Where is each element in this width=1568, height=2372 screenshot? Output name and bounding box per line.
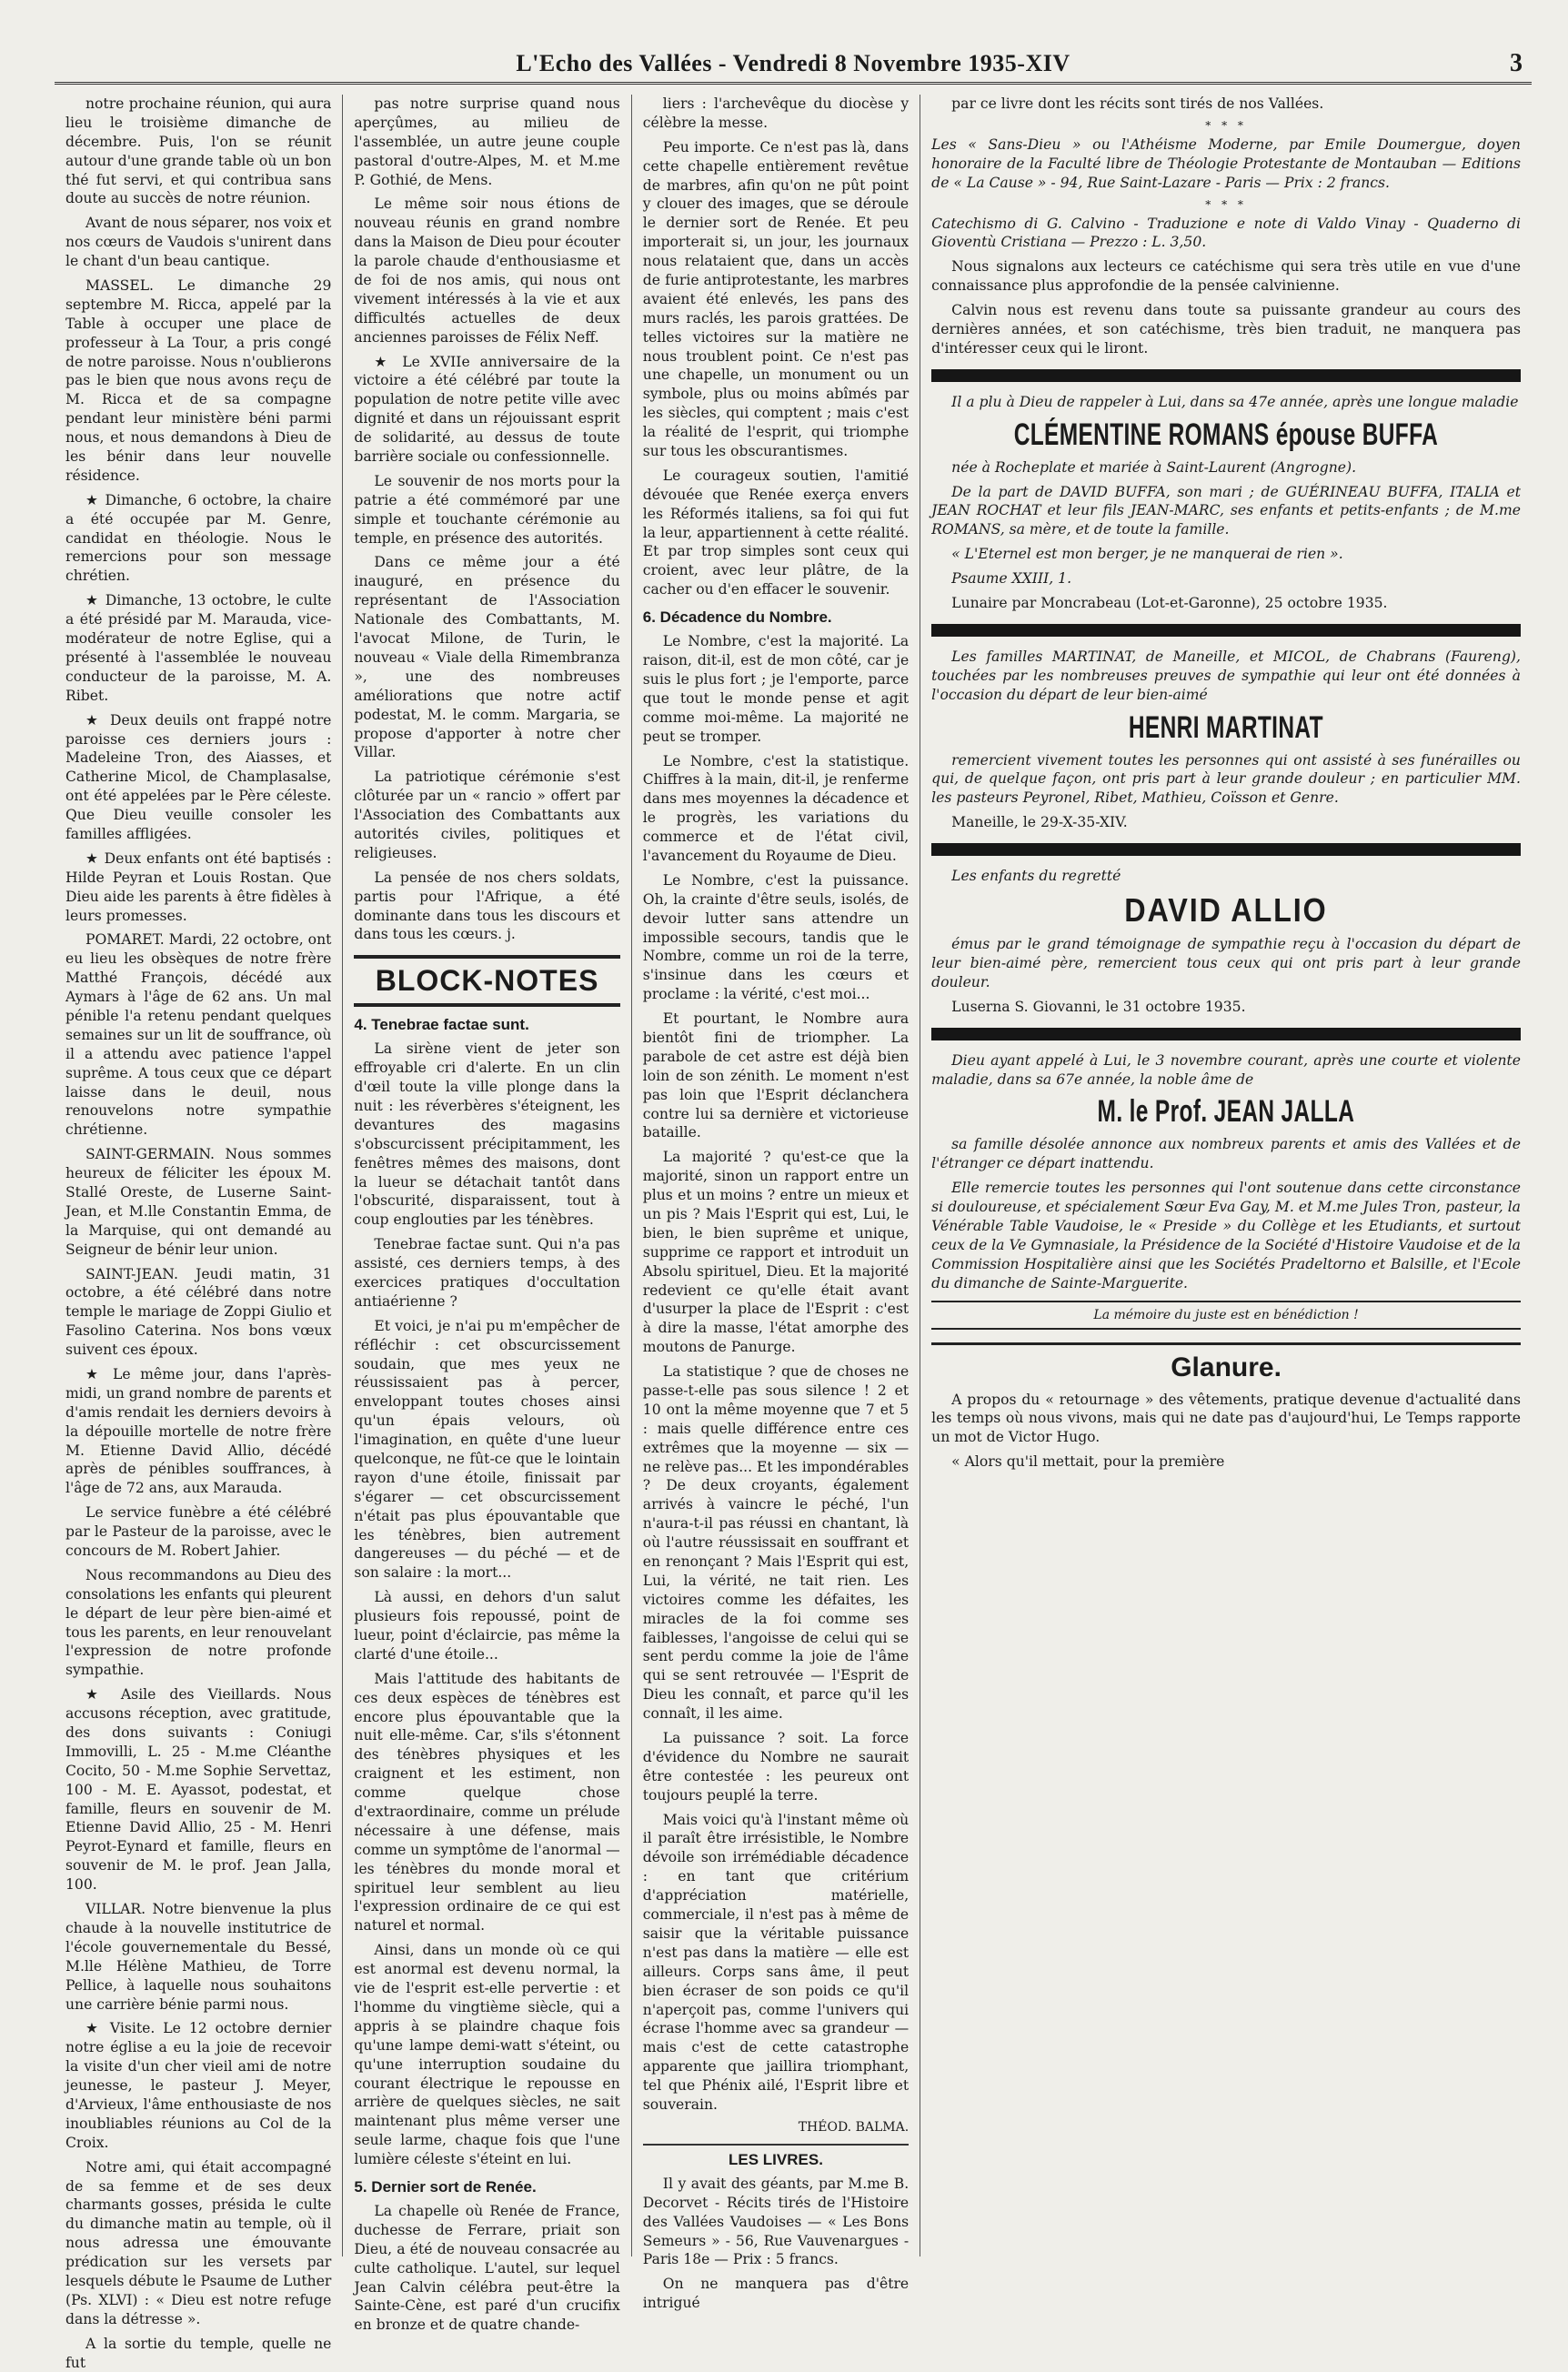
paragraph: Notre ami, qui était accompagné de sa femme et de ses deux charmants gosses, présida le culte du dimanche matin au temple, où il nous adressa une émouvante prédication sur les versets par lesquels débute le Psaume de Luther (Ps. XLVI) : « Dieu est notre refuge dans la détresse ».	[65, 2158, 332, 2327]
notice-text: De la part de DAVID BUFFA, son mari ; de GUÉRINEAU BUFFA, ITALIA et JEAN ROCHAT et leur fils JEAN-MARC, ses enfants et petits-enfants ; de M.me ROMANS, sa mère, et de toute la famille.	[931, 483, 1521, 538]
notice-text: remercient vivement toutes les personnes qui ont assisté à ses funérailles ou qui, de quelque façon, ont pris part à leur grande douleur ; en particulier MM. les pasteurs Peyronel, Ribet, Mathieu, Coïsson et Genre.	[931, 751, 1521, 807]
paragraph: A propos du « retournage » des vêtements, pratique devenue d'actualité dans les temps où nous vivons, mais qui ne date pas d'aujourd'hui, Le Temps rapporte un mot de Victor Hugo.	[931, 1391, 1521, 1446]
section-5-body	[354, 2202, 619, 2335]
notice-name: DAVID ALLIO	[1124, 891, 1328, 930]
paragraph: La puissance ? soit. La force d'évidence du Nombre ne saurait être contestée : les peureux ont toujours peuplé la terre.	[642, 1730, 910, 1804]
black-rule	[931, 369, 1521, 382]
paragraph: Le Nombre, c'est la statistique. Chiffres à la main, dit-il, je renferme dans mes moyennes la décadence et le progrès, les variations du commerce et de l'état civil, l'avancement du Royaume de Dieu.	[642, 752, 910, 864]
separator-stars: * * *	[1205, 197, 1247, 211]
notice-text: née à Rocheplate et mariée à Saint-Laurent (Angrogne).	[951, 458, 1357, 476]
block-notes-title: BLOCK-NOTES	[375, 964, 599, 998]
paragraph: liers : l'archevêque du diocèse y célèbre la messe.	[642, 95, 910, 131]
paragraph: ★ Le même jour, dans l'après-midi, un grand nombre de parents et d'amis rendait les derniers devoirs à la dépouille mortelle de notre frère M. Etienne David Allio, décédé après de pénibles souffrances, à l'âge de 72 ans, aux Marauda.	[65, 1366, 332, 1497]
book-entry: Les « Sans-Dieu » ou l'Athéisme Moderne, par Emile Doumergue, doyen honoraire de la Faculté libre de Théologie Protestante de Montauban — Editions de « La Cause » - 94, Rue Saint-Lazare - Paris — Prix : 2 francs.	[931, 136, 1521, 191]
paragraph: Il y avait des géants, par M.me B. Decorvet - Récits tirés de l'Histoire des Vallées Vaudoises — « Les Bons Semeurs » - 56, Rue Vauvenargues - Paris 18e — Prix : 5 francs.	[642, 2175, 910, 2268]
paragraph: La chapelle où Renée de France, duchesse de Ferrare, priait son Dieu, a été de nouveau consacrée au culte catholique. L'autel, sur lequel Jean Calvin célébra peut-être la Sainte-Cène, est paré d'un crucifix en bronze et de quatre chande-	[354, 2202, 620, 2334]
paragraph: ★ Dimanche, 13 octobre, le culte a été présidé par M. Marauda, vice-modérateur de notre Eglise, qui a présenté à l'assemblée le nouveau conducteur de la paroisse, M. A. Ribet.	[65, 592, 332, 704]
paragraph: Le souvenir de nos morts pour la patrie a été commémoré par une simple et touchante cérémonie au temple, en présence des autorités.	[354, 472, 620, 547]
column-1	[55, 95, 343, 2371]
paragraph: Le service funèbre a été célébré par le Pasteur de la paroisse, avec le concours de M. Robert Jahier.	[65, 1504, 332, 1560]
livres-title: LES LIVRES.	[643, 2144, 909, 2169]
notice-intro: Les familles MARTINAT, de Maneille, et MICOL, de Chabrans (Faureng), touchées par les nombreuses preuves de sympathie qui leur ont été données à l'occasion du départ de leur bien-aimé	[931, 648, 1521, 703]
paragraph: « Alors qu'il mettait, pour la première	[951, 1453, 1225, 1471]
column-3	[632, 95, 920, 2312]
paragraph: Le Nombre, c'est la puissance. Oh, la crainte d'être seuls, isolés, de devoir lutter sans attendre un impossible secours, tandis que le Nombre, comme un roi de la terre, s'insinue dans les cœurs et proclame : la vérité, c'est moi...	[642, 871, 910, 1003]
notice-intro: Dieu ayant appelé à Lui, le 3 novembre courant, après une courte et violente maladie, dans sa 67e année, la noble âme de	[931, 1051, 1521, 1088]
paragraph: La sirène vient de jeter son effroyable cri d'alerte. En un clin d'œil toute la ville plonge dans la nuit : les réverbères s'éteignent, les devantures des magasins s'obscurcissent précipitamment, les fenêtres mêmes des maisons, dont la lueur se détachait tantôt dans l'obscurité, disparaissent, tout à coup englouties par les ténèbres.	[354, 1040, 620, 1229]
columns	[55, 95, 1532, 2371]
paragraph: Et voici, je n'ai pu m'empêcher de réfléchir : cet obscurcissement soudain, que mes yeux ne réussissaient pas à percer, enveloppant toutes choses ainsi qu'un épais velours, où l'imagination, en quête d'une lueur quelconque, ne fût-ce que le lointain rayon d'une étoile, finissait par s'égarer — cet obscurcissement n'était pas plus épouvantable que les ténèbres, bien autrement dangereuses — du péché — et de son salaire : la mort...	[354, 1317, 620, 1582]
section-6-body	[643, 632, 909, 2115]
black-rule	[931, 1028, 1521, 1040]
paragraph: MASSEL. Le dimanche 29 septembre M. Ricca, appelé par la Table à occuper une place de professeur à La Tour, a pris congé de notre paroisse. Nous n'oublierons pas le bien que nous avons reçu de M. Ricca et de sa compagne pendant leur ministère béni parmi nous, et nous demandons à Dieu de les bénir dans leur nouvelle résidence.	[65, 277, 332, 484]
notice-text: sa famille désolée annonce aux nombreux parents et amis des Vallées et de l'étranger ce départ inattendu.	[931, 1136, 1521, 1172]
paragraph: Nous recommandons au Dieu des consolations les enfants qui pleurent le départ de leur père bien-aimé et tous les parents, en leur renouvelant l'expression de notre profonde sympathie.	[65, 1566, 332, 1679]
paragraph: Le Nombre, c'est la majorité. La raison, dit-il, est de mon côté, car je suis le plus fort ; je l'emporte, parce que tout le monde pense et agit comme moi-même. La majorité ne peut se tromper.	[642, 633, 910, 745]
block-notes-banner	[354, 955, 619, 1007]
paragraph: Le même soir nous étions de nouveau réunis en grand nombre dans la Maison de Dieu pour écouter la parole chaude d'enthousiasme et de foi de nos amis, qui nous ont vivement intéressés à la vie et aux difficultés actuelles de deux anciennes paroisses de Félix Neff.	[354, 196, 620, 346]
page-number: 3	[1510, 49, 1523, 77]
section-4-title: 4. Tenebrae factae sunt.	[354, 1016, 529, 1034]
paragraph: pas notre surprise quand nous aperçûmes, au milieu de l'assemblée, un autre jeune couple pastoral d'outre-Alpes, M. et M.me P. Gothié, de Mens.	[354, 95, 620, 188]
book-comment: Calvin nous est revenu dans toute sa puissante grandeur au cours des dernières années, et son catéchisme, très bien traduit, ne manquera pas d'intéresser ceux qui le liront.	[931, 302, 1521, 357]
paragraph: ★ Deux deuils ont frappé notre paroisse ces derniers jours : Madeleine Tron, des Aiasses, et Catherine Micol, de Champlasalse, ont été appelées par le Père céleste. Que Dieu veuille consoler les familles affligées.	[65, 711, 332, 842]
paragraph: ★ Visite. Le 12 octobre dernier notre église a eu la joie de recevoir la visite d'un cher vieil ami de notre jeunesse, le pasteur J. Meyer, d'Arvieux, l'âme enthousiaste de nos inoubliables réunions au Col de la Croix.	[65, 2020, 332, 2151]
notice-quote: « L'Eternel est mon berger, je ne manquerai de rien ».	[951, 546, 1343, 563]
page-header	[55, 45, 1532, 85]
notice-place-date: Lunaire par Moncrabeau (Lot-et-Garonne), 25 octobre 1935.	[951, 595, 1388, 612]
black-rule	[931, 624, 1521, 637]
paragraph: Avant de nous séparer, nos voix et nos cœurs de Vaudois s'unirent dans le chant d'un beau cantique.	[65, 215, 332, 270]
paragraph: Là aussi, en dehors d'un salut plusieurs fois repoussé, point de lueur, point d'éclaircie, pas même la clarté d'une étoile...	[354, 1589, 620, 1663]
notice-quote-source: Psaume XXIII, 1.	[951, 570, 1072, 588]
paragraph: La patriotique cérémonie s'est clôturée par un « rancio » offert par l'Association des Combattants aux autorités civiles, politiques et religieuses.	[354, 769, 620, 861]
paragraph: VILLAR. Notre bienvenue la plus chaude à la nouvelle institutrice de l'école gouvernementale du Bessé, M.lle Hélène Mathieu, de Torre Pellice, à laquelle nous souhaitons une carrière bénie parmi nous.	[65, 1901, 332, 2013]
paragraph: SAINT-GERMAIN. Nous sommes heureux de féliciter les époux M. Stallé Oreste, de Luserne Saint-Jean, et M.lle Constantin Emma, de la Marquise, qui ont demandé au Seigneur de bénir leur union.	[65, 1146, 332, 1258]
section-6-title: 6. Décadence du Nombre.	[642, 608, 832, 627]
notice-place-date: Luserna S. Giovanni, le 31 octobre 1935.	[951, 998, 1246, 1015]
paragraph: La majorité ? qu'est-ce que la majorité, sinon un rapport entre un plus et un moins ? entre un mieux et un pis ? Mais l'Esprit qui est, Lui, le bien, le bien suprême et unique, supprime ce rapport et introduit un Absolu spirituel, Dieu. Et la majorité redevient ce qu'elle était avant d'usurper la place de l'Esprit : c'est à dire la masse, l'état amorphe des moutons de Panurge.	[642, 1149, 910, 1356]
paragraph: ★ Le XVIIe anniversaire de la victoire a été célébré par toute la population de notre petite ville avec dignité et dans un réjouissant esprit de solidarité, au dessus de toute barrière sociale ou confessionnelle.	[354, 353, 620, 466]
book-entry: Catechismo di G. Calvino - Traduzione e note di Valdo Vinay - Quaderno di Gioventù Cristiana — Prezzo : L. 3,50.	[931, 215, 1521, 251]
column-2-top	[354, 95, 619, 944]
paragraph: Le courageux soutien, l'amitié dévouée que Renée exerça envers les Réformés italiens, sa foi qui fut la leur, appartiennent à cette réalité. Et par trop simples sont ceux qui croient, avec leur plâtre, de la cacher ou d'en effacer le souvenir.	[642, 467, 910, 598]
paragraph: ★ Asile des Vieillards. Nous accusons réception, avec gratitude, des dons suivants : Coniugi Immovilli, L. 25 - M.me Cléanthe Cocito, 50 - M.me Sophie Servettaz, 100 - M. E. Ayassot, podestat, et famille, fleurs en souvenir de M. Etienne David Allio, 25 - M. Henri Peyrot-Eynard et famille, fleurs en souvenir de M. le prof. Jean Jalla, 100.	[65, 1686, 332, 1894]
paragraph: Peu importe. Ce n'est pas là, dans cette chapelle entièrement revêtue de marbres, afin qu'on ne pût point y clouer des images, que se déroule le dernier sort de Renée. Et peu importerait si, un jour, les journaux nous relataient que, dans un accès de furie antiprotestante, les marbres avaient été enlevés, les pans des murs raclés, les parois grattées. De telles victoires sur la matière ne nous troublent point. Ce n'est pas une chapelle, un monument ou un symbole, plus ou moins abîmés par les siècles, qui comptent ; mais c'est la réalité de l'esprit, qui triomphe sur tous les obscurantismes.	[642, 138, 910, 460]
glanure-body	[931, 1391, 1521, 1472]
notice-name: HENRI MARTINAT	[1129, 709, 1324, 745]
paragraph: POMARET. Mardi, 22 octobre, ont eu lieu les obsèques de notre frère Matthé François, décédé aux Aymars à l'âge de 62 ans. Un mal pénible l'a retenu pendant quelques semaines sur un lit de souffrance, où il a attendu avec patience l'appel suprême. A tous ceux que ce départ laisse dans le deuil, nous renouvelons notre sympathie chrétienne.	[65, 931, 332, 1139]
paragraph: Ainsi, dans un monde où ce qui est anormal est devenu normal, la vie de l'esprit est-elle pervertie : et l'homme du vingtième siècle, qui a appris à se plaindre chaque fois qu'une lampe demi-watt s'éteint, ou qu'une interruption soudaine du courant électrique le repousse en arrière de quelques siècles, ne sait maintenant plus même verser une seule larme, chaque fois que l'une lumière céleste s'éteint en lui.	[354, 1942, 620, 2168]
paragraph: ★ Deux enfants ont été baptisés : Hilde Peyran et Louis Rostan. Que Dieu aide les parents à être fidèles à leurs promesses.	[65, 849, 332, 924]
section-5-title: 5. Dernier sort de Renée.	[354, 2177, 537, 2196]
notice-text: émus par le grand témoignage de sympathie reçu à l'occasion du départ de leur bien-aimé père, remercient tous ceux qui ont pris part à leur grande douleur.	[931, 936, 1521, 990]
notice-place-date: Maneille, le 29-X-35-XIV.	[951, 814, 1128, 831]
paragraph: La statistique ? que de choses ne passe-t-elle pas sous silence ! 2 et 10 ont la même moyenne que 7 et 5 : mais quelle différence entre ces extrêmes que la moyenne — six — ne relève pas... Et les impondérables ? De deux croyants, également arrivés à vaincre le péché, l'un n'aura-t-il pas réussi en chantant, là où l'autre réussissait en souffrant et en renonçant ? Mais l'Esprit qui est, Lui, la vérité, ne tait rien. Les victoires comme les défaites, les miracles de la foi comme ses faiblesses, l'angoisse de celui qui se sent perdu comme la joie de l'âme qui se sent retrouvée — l'Esprit de Dieu les connaît, et parce qu'il les connaît, il les aime.	[642, 1363, 910, 1723]
article-signature: THÉOD. BALMA.	[798, 2119, 910, 2135]
livres-body	[643, 2175, 909, 2313]
paragraph: Tenebrae factae sunt. Qui n'a pas assisté, ces derniers temps, à des exercices pratiques d'occultation antiaérienne ?	[354, 1236, 620, 1310]
paragraph: On ne manquera pas d'être intrigué	[642, 2276, 910, 2312]
notice-text: Elle remercie toutes les personnes qui l'ont soutenue dans cette circonstance si douloureuse, et spécialement Sœur Eva Gay, M. et M.me Jules Tron, pasteur, la Vénérable Table Vaudoise, le « Preside » du Collège et les Etudiants, et surtout ceux de la Ve Gymnasiale, la Présidence de la Société d'Histoire Vaudoise et de la Commission Hospitalière ainsi que les Sociétés Pradeltorno et Balsille, et l'Ecole du dimanche de Sainte-Marguerite.	[931, 1180, 1521, 1292]
column-2	[343, 95, 631, 2334]
notice-name: CLÉMENTINE ROMANS épouse BUFFA	[1013, 417, 1439, 452]
paragraph: notre prochaine réunion, qui aura lieu le troisième dimanche de décembre. Puis, l'on se réunit autour d'une grande table où un bon thé fut servi, et qui contribua sans doute au succès de notre réunion.	[65, 95, 332, 207]
notice-intro: Il a plu à Dieu de rappeler à Lui, dans sa 47e année, après une longue maladie	[951, 393, 1519, 410]
paragraph: Et pourtant, le Nombre aura bientôt fini de triompher. La parabole de cet astre est déjà bien loin de son zénith. Le moment n'est pas loin que l'Esprit déclanchera contre lui sa dernière et victorieuse bataille.	[642, 1010, 910, 1141]
black-rule	[931, 843, 1521, 856]
notice-memoire: La mémoire du juste est en bénédiction !	[931, 1301, 1521, 1330]
paragraph: SAINT-JEAN. Jeudi matin, 31 octobre, a été célébré dans notre temple le mariage de Zoppi Giulio et Fasolino Caterina. Nos bons vœux suivent ces époux.	[65, 1265, 332, 1359]
section-4-body	[354, 1040, 619, 2169]
paragraph: Mais voici qu'à l'instant même où il paraît être irrésistible, le Nombre dévoile son irrémédiable décadence : en tant que critérium d'appréciation matérielle, commerciale, il n'est pas à même de saisir que la véritable puissance n'est pas dans la matière — elle est ailleurs. Corps sans âme, il peut bien écraser de son poids ce qu'il n'aperçoit pas, comme l'univers qui écrase l'homme avec sa grandeur — mais c'est de cette catastrophe apparente que jaillira triomphant, tel que Phénix ailé, l'Esprit libre et souverain.	[642, 1811, 910, 2113]
paragraph: La pensée de nos chers soldats, partis pour l'Afrique, a été dominante dans tous les discours et dans tous les cœurs. j.	[354, 869, 620, 943]
paragraph: Dans ce même jour a été inauguré, en présence du représentant de l'Association Nationale des Combattants, M. l'avocat Milone, de Turin, le nouveau « Viale della Rimembranza », une des nombreuses améliorations que notre actif podestat, M. le comm. Margaria, se propose d'apporter à notre cher Villar.	[354, 554, 620, 761]
masthead-title: L'Echo des Vallées - Vendredi 8 Novembre 1935-XIV	[516, 50, 1070, 76]
paragraph: par ce livre dont les récits sont tirés de nos Vallées.	[951, 95, 1324, 112]
separator-stars: * * *	[1205, 118, 1247, 132]
column-4-top	[931, 95, 1521, 114]
notice-intro: Les enfants du regretté	[951, 868, 1121, 885]
column-3-top	[643, 95, 909, 599]
paragraph: Mais l'attitude des habitants de ces deux espèces de ténèbres est encore plus épouvantable que la nuit elle-même. Car, s'ils s'étonnent des ténèbres physiques et les craignent et les estiment, non comme quelque chose d'extraordinaire, comme un prélude nécessaire à une défense, mais comme un symptôme de l'anormal — les ténèbres du monde moral et spirituel leur semblent au lieu l'expression ordinaire de ce qui est naturel et normal.	[354, 1670, 620, 1935]
notice-name: M. le Prof. JEAN JALLA	[1097, 1094, 1355, 1130]
paragraph: A la sortie du temple, quelle ne fut	[65, 2335, 332, 2371]
paragraph: ★ Dimanche, 6 octobre, la chaire a été occupée par M. Genre, candidat en théologie. Nous le remercions pour son message chrétien.	[65, 491, 332, 585]
book-comment: Nous signalons aux lecteurs ce catéchisme qui sera très utile en vue d'une connaissance plus approfondie de la pensée calvinienne.	[931, 258, 1521, 295]
column-4	[920, 95, 1532, 2256]
glanure-title: Glanure.	[931, 1342, 1521, 1383]
